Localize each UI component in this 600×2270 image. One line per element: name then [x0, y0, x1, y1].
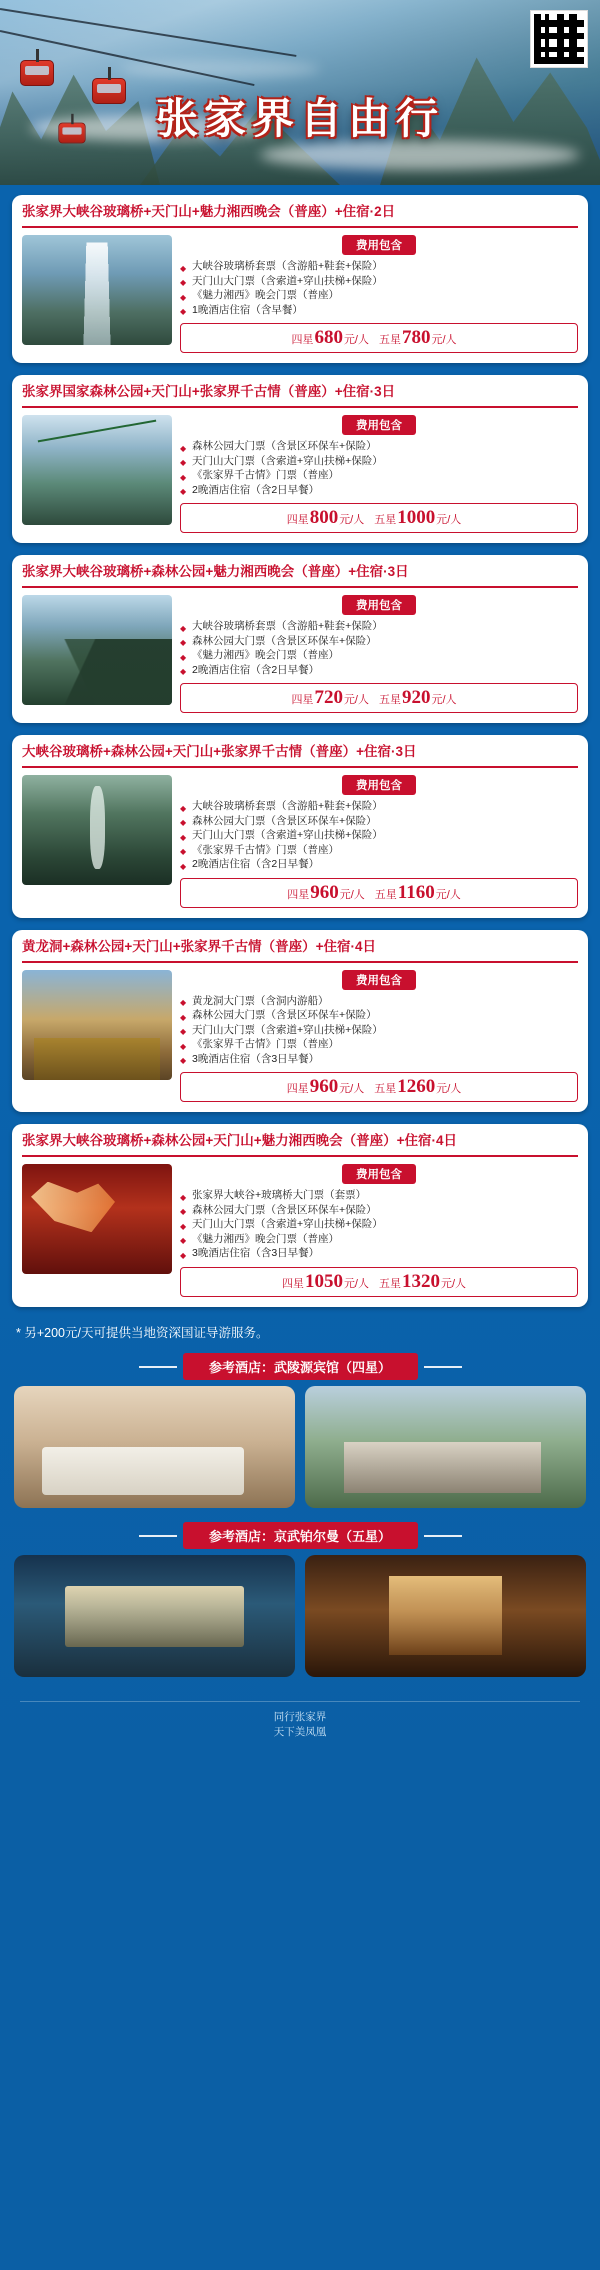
- price-unit-5star: 元/人: [441, 1277, 467, 1290]
- price-label-4star: 四星: [286, 514, 309, 526]
- package-title: 张家界大峡谷玻璃桥+森林公园+魅力湘西晚会（普座）+住宿·3日: [22, 563, 578, 588]
- list-item: ◆ 黄龙洞大门票（含洞内游船）: [180, 994, 578, 1009]
- include-list: [180, 799, 578, 872]
- list-item: ◆ 2晚酒店住宿（含2日早餐）: [180, 663, 578, 678]
- include-header: 费用包含: [342, 235, 416, 255]
- price-value-5star: 920: [402, 687, 431, 708]
- price-value-4star: 960: [309, 1076, 339, 1097]
- include-header: 费用包含: [342, 415, 416, 435]
- list-item: ◆ 2晚酒店住宿（含2日早餐）: [180, 857, 578, 872]
- cable-car-icon: [20, 60, 54, 86]
- price-value-4star: 1050: [304, 1270, 343, 1292]
- include-list: [180, 1188, 578, 1261]
- package-thumbnail: [22, 970, 172, 1080]
- hotel-photo: [14, 1386, 295, 1508]
- price-value-4star: 960: [310, 881, 339, 903]
- include-list: [180, 994, 578, 1067]
- list-item: ◆ 《张家界千古情》门票（普座）: [180, 1037, 578, 1052]
- list-item: ◆ 森林公园大门票（含景区环保车+保险）: [180, 634, 578, 649]
- package-thumbnail: [22, 775, 172, 885]
- package-thumbnail: [22, 595, 172, 705]
- package-card[interactable]: [12, 930, 588, 1113]
- package-title: 张家界国家森林公园+天门山+张家界千古情（普座）+住宿·3日: [22, 383, 578, 408]
- list-item: ◆ 森林公园大门票（含景区环保车+保险）: [180, 814, 578, 829]
- price-box: [180, 1267, 578, 1297]
- price-unit-4star: 元/人: [343, 334, 369, 346]
- page-title: 张家界自由行: [155, 97, 444, 143]
- price-box: [180, 503, 578, 533]
- package-thumbnail: [22, 415, 172, 525]
- footer-line-1: 同行张家界: [273, 1710, 327, 1723]
- list-item: ◆ 森林公园大门票（含景区环保车+保险）: [180, 1008, 578, 1023]
- package-list: [0, 185, 600, 1307]
- qr-code-icon[interactable]: [530, 10, 588, 68]
- list-item: ◆ 《张家界千古情》门票（普座）: [180, 468, 578, 483]
- price-value-5star: 1000: [397, 507, 436, 528]
- hotel-caption: 参考酒店：京武铂尔曼（五星）: [183, 1522, 418, 1549]
- package-title: 黄龙洞+森林公园+天门山+张家界千古情（普座）+住宿·4日: [22, 938, 578, 963]
- list-item: ◆ 森林公园大门票（含景区环保车+保险）: [180, 439, 578, 454]
- price-value-4star: 680: [314, 327, 343, 348]
- list-item: ◆ 张家界大峡谷+玻璃桥大门票（套票）: [180, 1188, 578, 1203]
- hotel-section: [0, 1353, 600, 1701]
- price-value-4star: 720: [314, 687, 343, 708]
- price-label-4star: 四星: [291, 334, 314, 346]
- list-item: ◆ 天门山大门票（含索道+穿山扶梯+保险）: [180, 1217, 578, 1232]
- hotel-band: [14, 1522, 586, 1677]
- list-item: ◆ 《张家界千古情》门票（普座）: [180, 843, 578, 858]
- include-header: 费用包含: [342, 1164, 416, 1184]
- price-box: [180, 1072, 578, 1102]
- price-unit-4star: 元/人: [343, 694, 369, 706]
- price-label-5star: 五星: [379, 694, 401, 706]
- price-label-5star: 五星: [379, 334, 401, 346]
- include-list: [180, 619, 578, 677]
- price-box: [180, 878, 578, 908]
- list-item: ◆ 《魅力湘西》晚会门票（普座）: [180, 648, 578, 663]
- package-card[interactable]: [12, 555, 588, 723]
- price-label-4star: 四星: [287, 888, 310, 901]
- hero-banner: [0, 0, 600, 185]
- price-value-5star: 780: [402, 327, 431, 348]
- price-box: [180, 323, 578, 353]
- hotel-band: [14, 1353, 586, 1508]
- package-title: 大峡谷玻璃桥+森林公园+天门山+张家界千古情（普座）+住宿·3日: [22, 743, 578, 768]
- price-unit-5star: 元/人: [431, 694, 457, 706]
- package-card[interactable]: [12, 195, 588, 363]
- package-title: 张家界大峡谷玻璃桥+天门山+魅力湘西晚会（普座）+住宿·2日: [22, 203, 578, 228]
- price-label-5star: 五星: [379, 1277, 401, 1290]
- price-label-5star: 五星: [374, 888, 397, 901]
- list-item: ◆ 天门山大门票（含索道+穿山扶梯+保险）: [180, 274, 578, 289]
- list-item: ◆ 大峡谷玻璃桥套票（含游船+鞋套+保险）: [180, 619, 578, 634]
- list-item: ◆ 天门山大门票（含索道+穿山扶梯+保险）: [180, 828, 578, 843]
- price-value-5star: 1320: [402, 1270, 440, 1292]
- include-list: [180, 439, 578, 497]
- list-item: ◆ 1晚酒店住宿（含早餐）: [180, 303, 578, 318]
- price-label-5star: 五星: [374, 1083, 397, 1095]
- list-item: ◆ 天门山大门票（含索道+穿山扶梯+保险）: [180, 1023, 578, 1038]
- price-value-4star: 800: [309, 507, 339, 528]
- price-label-5star: 五星: [374, 514, 397, 526]
- hotel-caption: 参考酒店：武陵源宾馆（四星）: [183, 1353, 418, 1380]
- hotel-photo: [305, 1386, 586, 1508]
- package-thumbnail: [22, 235, 172, 345]
- include-list: [180, 259, 578, 317]
- list-item: ◆ 森林公园大门票（含景区环保车+保险）: [180, 1203, 578, 1218]
- price-label-4star: 四星: [281, 1277, 304, 1290]
- list-item: ◆ 3晚酒店住宿（含3日早餐）: [180, 1246, 578, 1261]
- footer-line-2: 天下美凤凰: [273, 1725, 327, 1738]
- package-card[interactable]: [12, 735, 588, 918]
- package-title: 张家界大峡谷玻璃桥+森林公园+天门山+魅力湘西晚会（普座）+住宿·4日: [22, 1132, 578, 1157]
- include-header: 费用包含: [342, 775, 416, 795]
- list-item: ◆ 天门山大门票（含索道+穿山扶梯+保险）: [180, 454, 578, 469]
- include-header: 费用包含: [342, 595, 416, 615]
- list-item: ◆ 大峡谷玻璃桥套票（含游船+鞋套+保险）: [180, 799, 578, 814]
- list-item: ◆ 大峡谷玻璃桥套票（含游船+鞋套+保险）: [180, 259, 578, 274]
- price-value-5star: 1160: [397, 881, 435, 903]
- price-value-5star: 1260: [397, 1076, 436, 1097]
- price-box: [180, 683, 578, 713]
- price-unit-4star: 元/人: [339, 514, 365, 526]
- include-header: 费用包含: [342, 970, 416, 990]
- extra-service-note: * 另+200元/天可提供当地资深国证导游服务。: [16, 1325, 269, 1340]
- package-thumbnail: [22, 1164, 172, 1274]
- package-card[interactable]: [12, 1124, 588, 1307]
- list-item: ◆ 《魅力湘西》晚会门票（普座）: [180, 288, 578, 303]
- cable-line: [0, 8, 296, 57]
- price-unit-5star: 元/人: [435, 888, 461, 901]
- package-card[interactable]: [12, 375, 588, 543]
- list-item: ◆ 2晚酒店住宿（含2日早餐）: [180, 483, 578, 498]
- price-unit-4star: 元/人: [339, 1083, 365, 1095]
- list-item: ◆ 3晚酒店住宿（含3日早餐）: [180, 1052, 578, 1067]
- hotel-photo: [14, 1555, 295, 1677]
- price-unit-4star: 元/人: [343, 1277, 369, 1290]
- footer: [20, 1701, 580, 1754]
- hotel-photo: [305, 1555, 586, 1677]
- price-label-4star: 四星: [286, 1083, 309, 1095]
- price-unit-5star: 元/人: [436, 514, 462, 526]
- list-item: ◆ 《魅力湘西》晚会门票（普座）: [180, 1232, 578, 1247]
- price-unit-5star: 元/人: [436, 1083, 462, 1095]
- price-unit-4star: 元/人: [339, 888, 365, 901]
- price-label-4star: 四星: [291, 694, 314, 706]
- price-unit-5star: 元/人: [431, 334, 457, 346]
